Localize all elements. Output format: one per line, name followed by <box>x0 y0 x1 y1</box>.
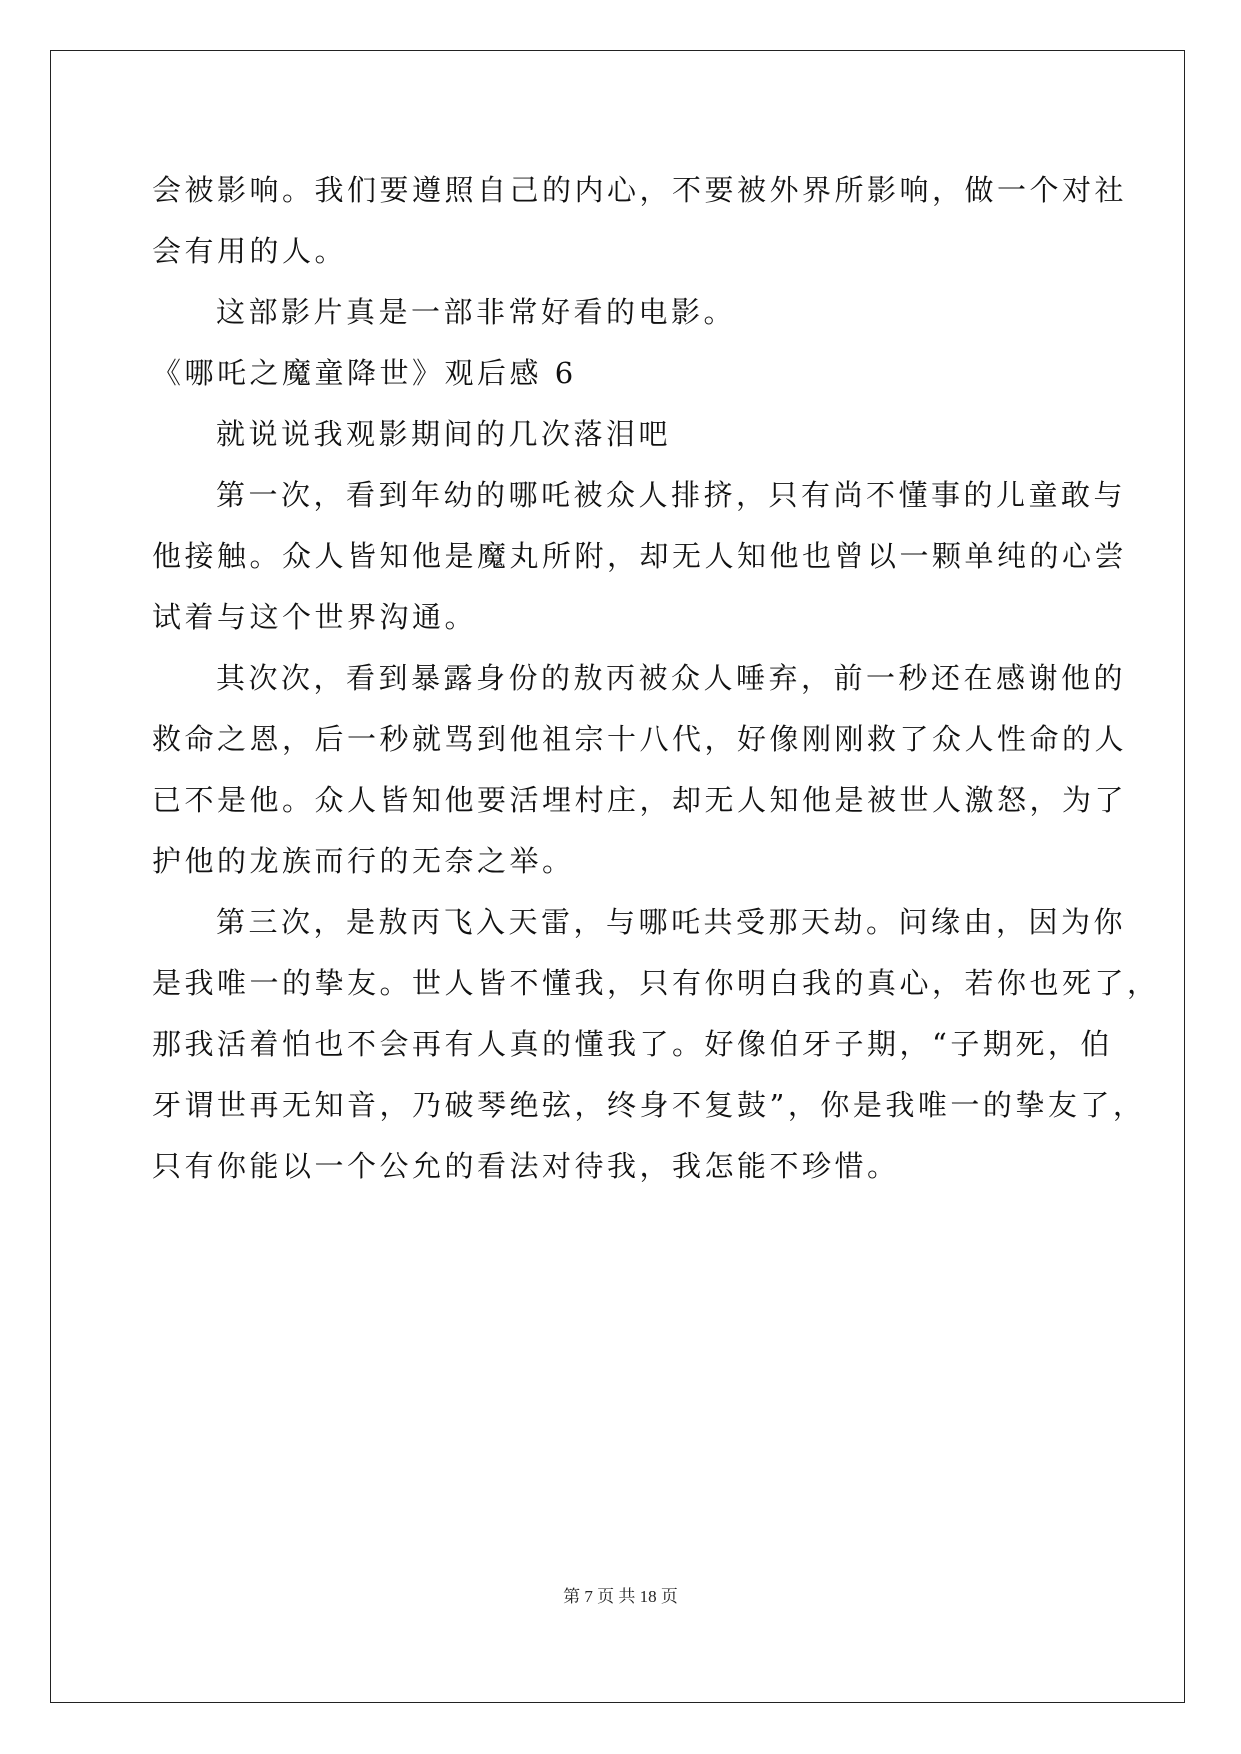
paragraph-line: 就说说我观影期间的几次落泪吧 <box>216 417 672 451</box>
page-number-footer: 第 7 页 共 18 页 <box>563 1587 678 1606</box>
text-line: 护他的龙族而行的无奈之举。 <box>152 844 575 878</box>
paragraph-line: 这部影片真是一部非常好看的电影。 <box>216 295 737 329</box>
text-line: 会被影响。我们要遵照自己的内心，不要被外界所影响，做一个对社 <box>152 173 1128 207</box>
text-line: 试着与这个世界沟通。 <box>152 600 478 634</box>
text-line: 只有你能以一个公允的看法对待我，我怎能不珍惜。 <box>152 1149 900 1183</box>
text-line: 那我活着怕也不会再有人真的懂我了。好像伯牙子期，“子期死，伯 <box>152 1027 1113 1061</box>
paragraph-line: 其次次，看到暴露身份的敖丙被众人唾弃，前一秒还在感谢他的 <box>216 661 1127 695</box>
paragraph-line: 第一次，看到年幼的哪吒被众人排挤，只有尚不懂事的儿童敢与 <box>216 478 1127 512</box>
text-line: 救命之恩，后一秒就骂到他祖宗十八代，好像刚刚救了众人性命的人 <box>152 722 1128 756</box>
text-line: 是我唯一的挚友。世人皆不懂我，只有你明白我的真心，若你也死了， <box>152 966 1160 1000</box>
text-line: 他接触。众人皆知他是魔丸所附，却无人知他也曾以一颗单纯的心尝 <box>152 539 1128 573</box>
text-line: 牙谓世再无知音，乃破琴绝弦，终身不复鼓”，你是我唯一的挚友了， <box>152 1088 1146 1122</box>
paragraph-line: 第三次，是敖丙飞入天雷，与哪吒共受那天劫。问缘由，因为你 <box>216 905 1127 939</box>
text-line: 会有用的人。 <box>152 234 348 268</box>
text-line: 已不是他。众人皆知他要活埋村庄，却无人知他是被世人激怒，为了 <box>152 783 1128 817</box>
section-heading: 《哪吒之魔童降世》观后感 6 <box>152 356 577 390</box>
document-body <box>152 160 1160 1197</box>
